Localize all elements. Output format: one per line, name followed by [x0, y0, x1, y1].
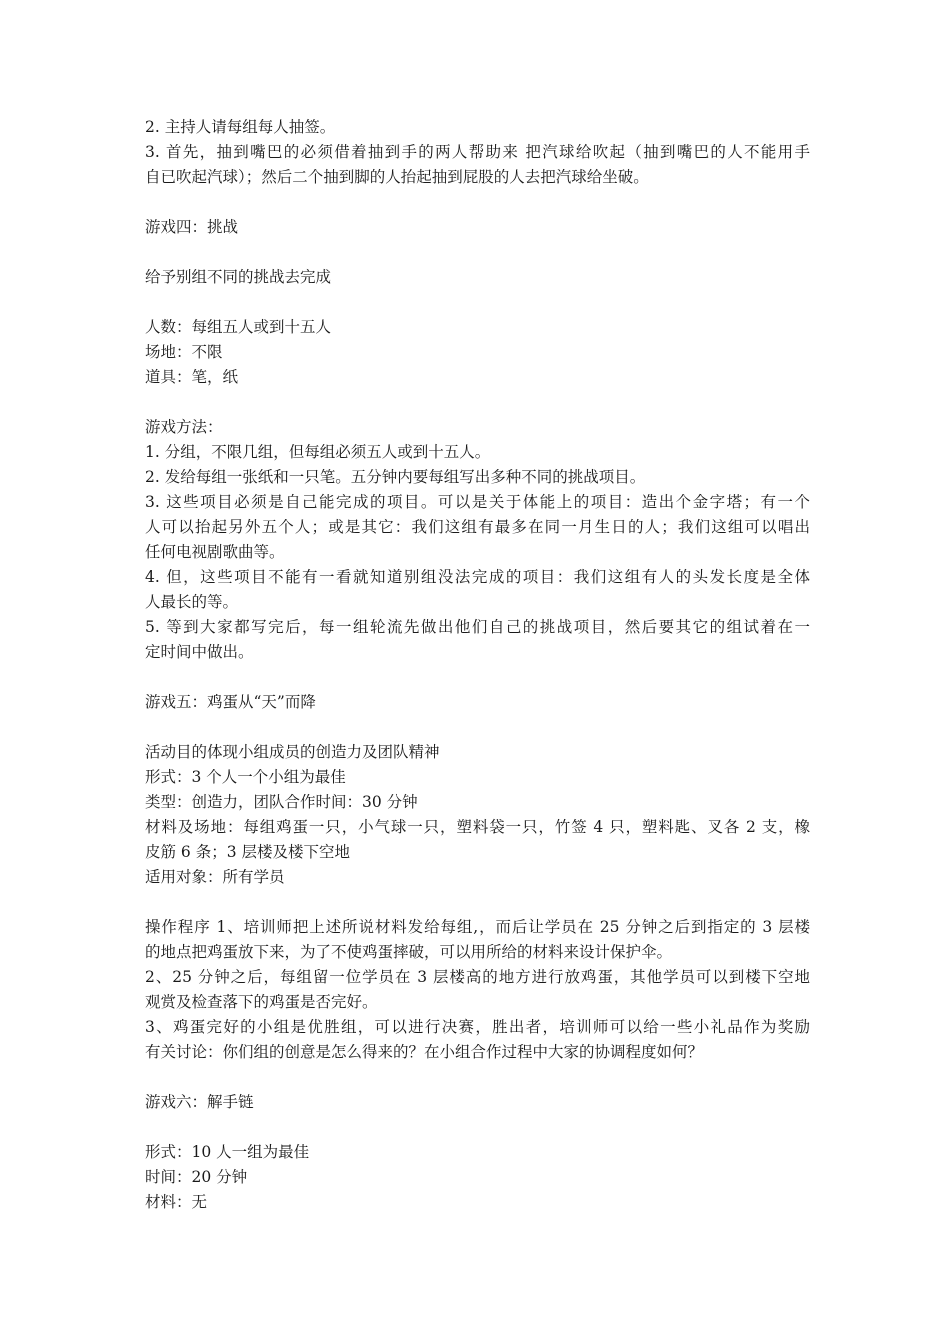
text-line: 3. 这些项目必须是自己能完成的项目。可以是关于体能上的项目：造出个金字塔；有一个 — [145, 493, 810, 511]
text-line: 2、25 分钟之后，每组留一位学员在 3 层楼高的地方进行放鸡蛋，其他学员可以到楼下空地 — [145, 968, 810, 986]
text-line: 时间：20 分钟 — [145, 1168, 248, 1186]
text-line: 游戏四：挑战 — [145, 218, 239, 236]
text-line: 有关讨论：你们组的创意是怎么得来的？在小组合作过程中大家的协调程度如何？ — [145, 1043, 704, 1061]
blank-line — [145, 1065, 810, 1090]
text-line: 形式：10 人一组为最佳 — [145, 1143, 310, 1161]
text-line: 的地点把鸡蛋放下来，为了不使鸡蛋摔破，可以用所给的材料来设计保护伞。 — [145, 943, 673, 961]
text-line: 道具：笔，纸 — [145, 368, 239, 386]
blank-line — [145, 390, 810, 415]
text-line: 游戏六：解手链 — [145, 1093, 254, 1111]
blank-line — [145, 715, 810, 740]
blank-line — [145, 290, 810, 315]
text-line: 4. 但，这些项目不能有一看就知道别组没法完成的项目：我们这组有人的头发长度是全体 — [145, 568, 810, 586]
text-line: 观赏及检查落下的鸡蛋是否完好。 — [145, 993, 378, 1011]
text-line: 2. 主持人请每组每人抽签。 — [145, 118, 336, 136]
text-line: 3、鸡蛋完好的小组是优胜组，可以进行决赛，胜出者，培训师可以给一些小礼品作为奖励 — [145, 1018, 810, 1036]
text-line: 给予别组不同的挑战去完成 — [145, 268, 332, 286]
text-line: 自已吹起汽球）；然后二个抽到脚的人抬起抽到屁股的人去把汽球给坐破。 — [145, 168, 649, 186]
blank-line — [145, 890, 810, 915]
text-line: 3. 首先，抽到嘴巴的必须借着抽到手的两人帮助来 把汽球给吹起（抽到嘴巴的人不能用手 — [145, 143, 810, 161]
text-line: 适用对象：所有学员 — [145, 868, 285, 886]
text-line: 定时间中做出。 — [145, 643, 254, 661]
text-line: 形式：3 个人一个小组为最佳 — [145, 768, 346, 786]
blank-line — [145, 240, 810, 265]
blank-line — [145, 1115, 810, 1140]
text-line: 2. 发给每组一张纸和一只笔。五分钟内要每组写出多种不同的挑战项目。 — [145, 468, 646, 486]
text-line: 人最长的等。 — [145, 593, 239, 611]
document-body — [145, 115, 810, 1215]
text-line: 操作程序 1、培训师把上述所说材料发给每组,，而后让学员在 25 分钟之后到指定的 3 层楼 — [145, 918, 810, 936]
text-line: 游戏五：鸡蛋从“天”而降 — [145, 693, 316, 711]
blank-line — [145, 190, 810, 215]
text-line: 活动目的体现小组成员的创造力及团队精神 — [145, 743, 440, 761]
text-line: 类型：创造力，团队合作时间：30 分钟 — [145, 793, 418, 811]
text-line: 人数：每组五人或到十五人 — [145, 318, 332, 336]
text-line: 任何电视剧歌曲等。 — [145, 543, 285, 561]
text-line: 场地：不限 — [145, 343, 223, 361]
text-line: 皮筋 6 条；3 层楼及楼下空地 — [145, 843, 351, 861]
text-line: 1. 分组，不限几组，但每组必须五人或到十五人。 — [145, 443, 491, 461]
text-line: 游戏方法： — [145, 418, 223, 436]
text-line: 材料及场地：每组鸡蛋一只，小气球一只，塑料袋一只，竹签 4 只，塑料匙、叉各 2 支，橡 — [145, 818, 810, 836]
text-line: 5. 等到大家都写完后，每一组轮流先做出他们自己的挑战项目，然后要其它的组试着在一 — [145, 618, 810, 636]
text-line: 材料：无 — [145, 1193, 208, 1211]
blank-line — [145, 665, 810, 690]
text-line: 人可以抬起另外五个人；或是其它：我们这组有最多在同一月生日的人；我们这组可以唱出 — [145, 518, 810, 536]
